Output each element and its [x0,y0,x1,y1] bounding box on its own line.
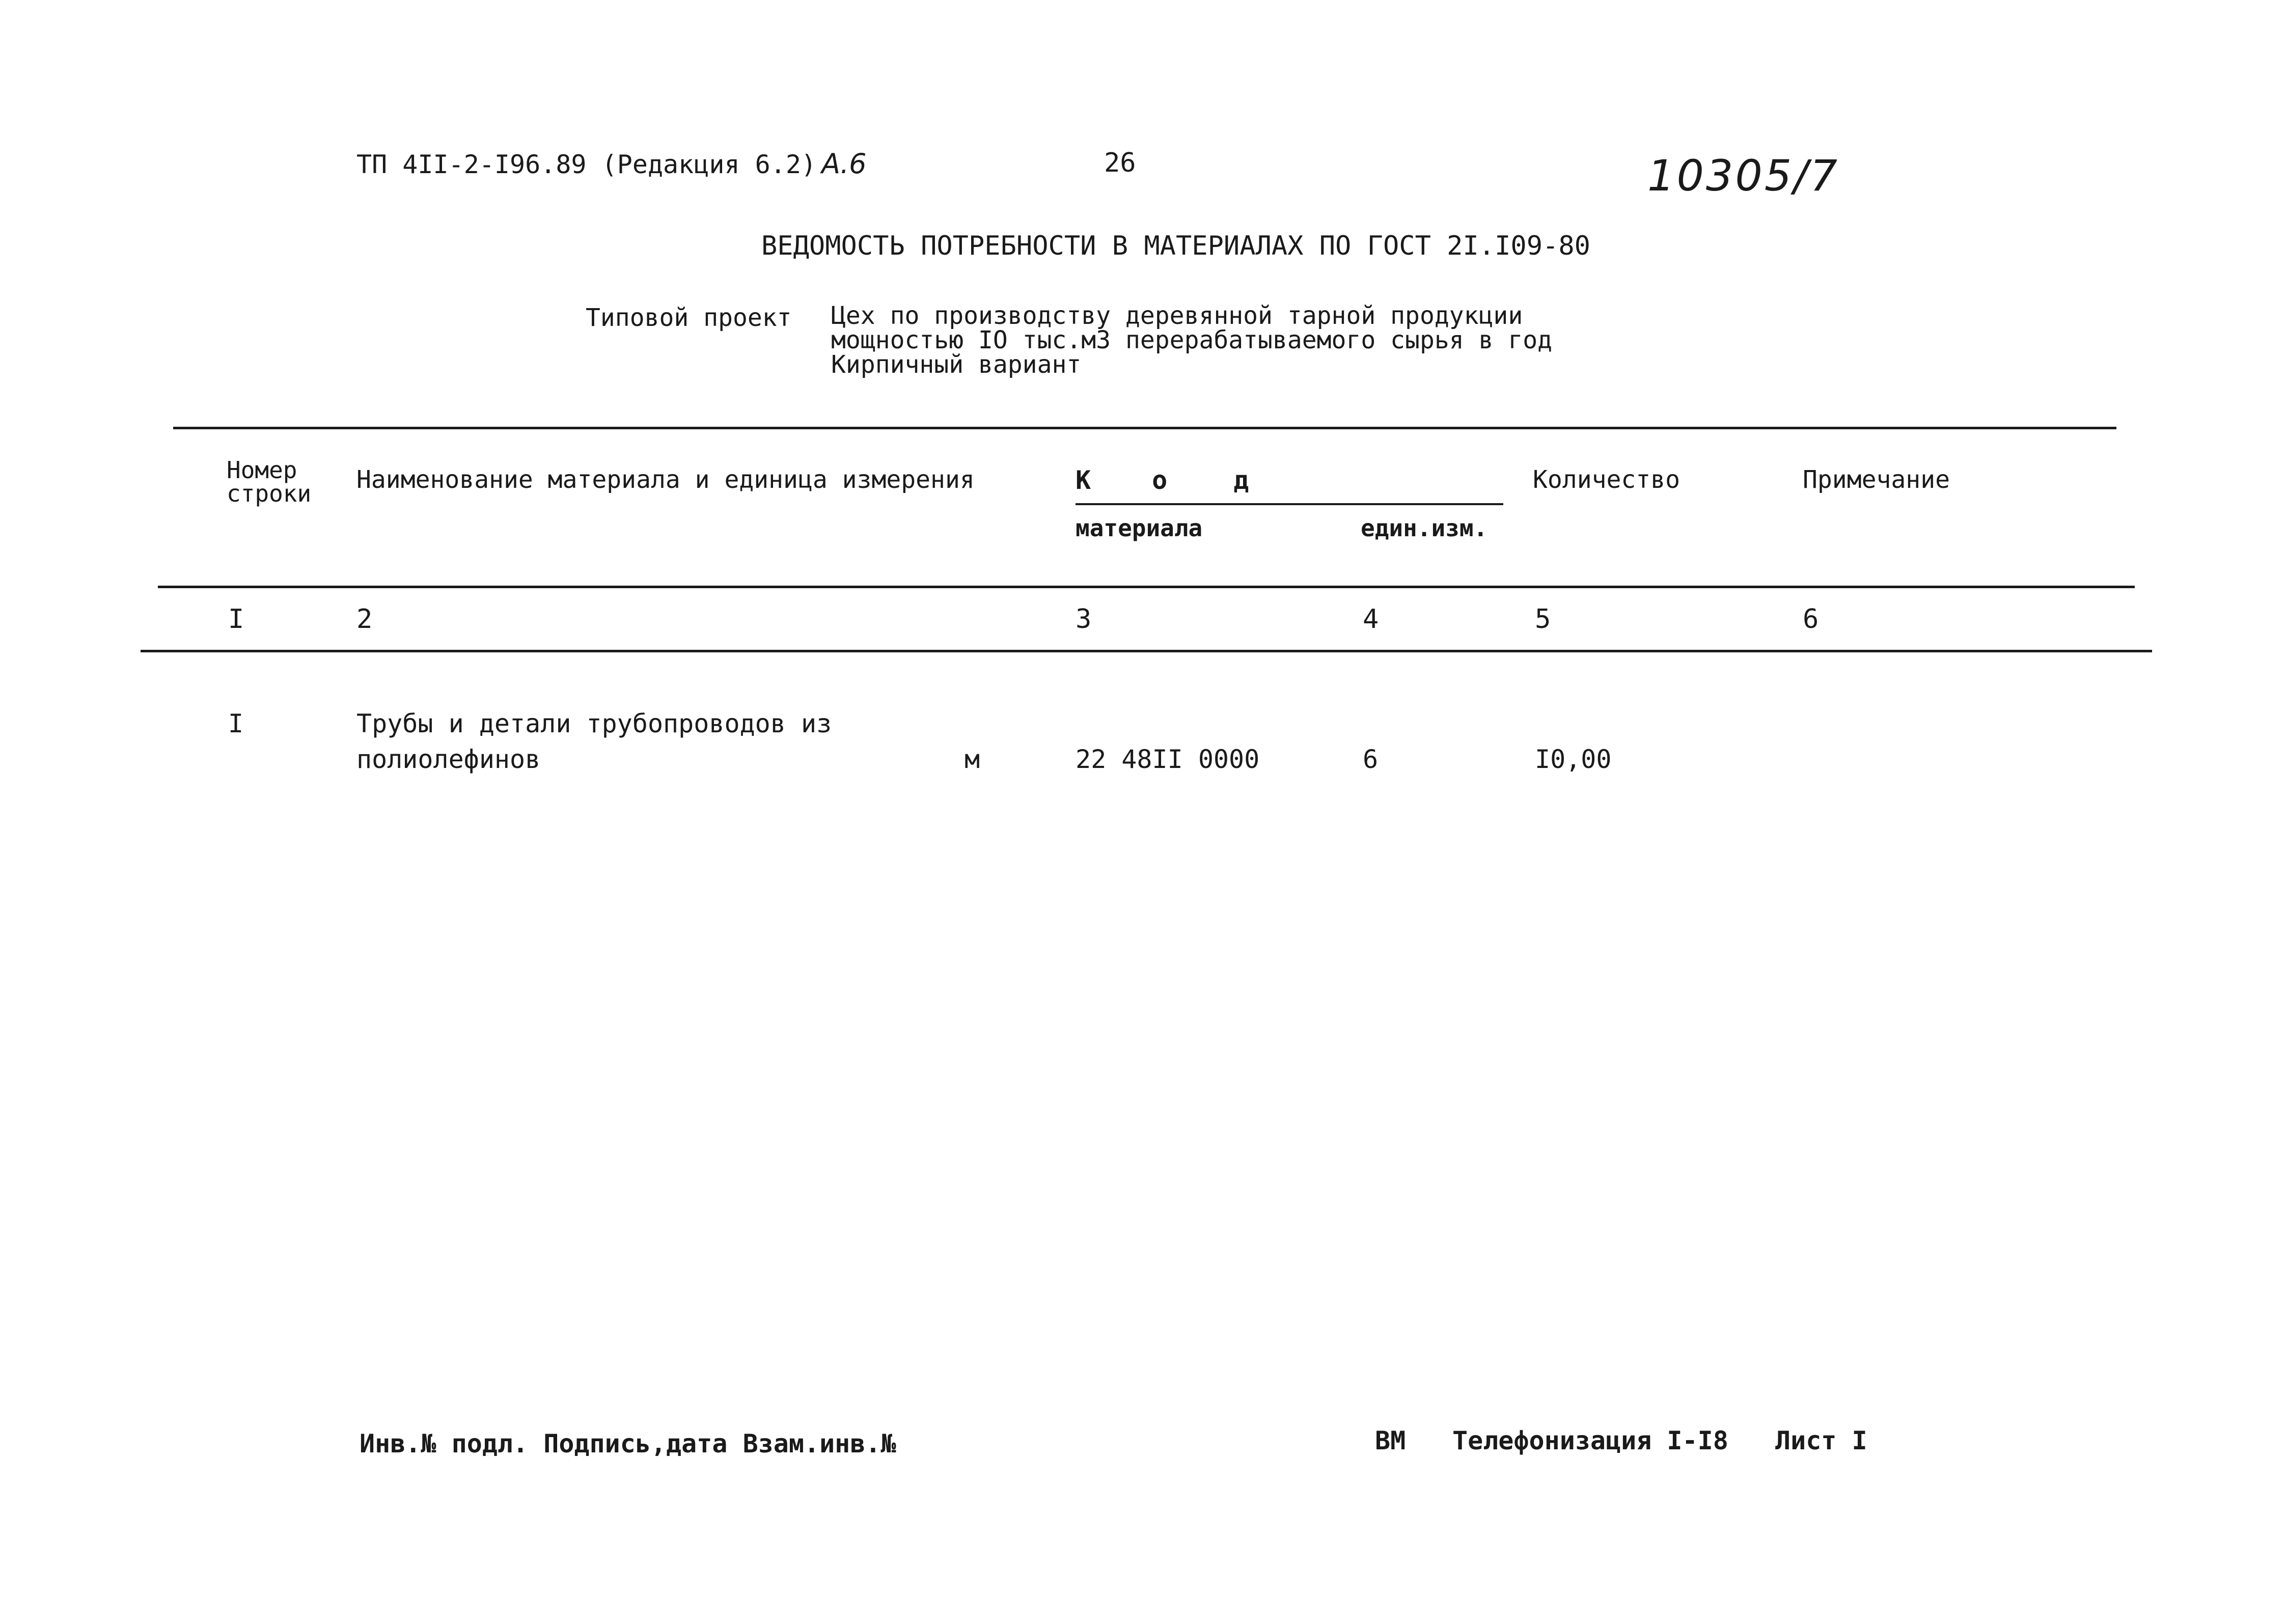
material-code: 22 48II 0000 [1076,745,1260,774]
unit-code: 6 [1363,745,1379,774]
column-number: 3 [1076,604,1092,635]
column-header-row-number [227,458,311,505]
footer-sheet: Лист I [1775,1426,1867,1455]
document-code [356,148,867,180]
document-code-handwritten: А.6 [821,148,867,180]
column-number: 6 [1803,604,1819,635]
project-label: Типовой проект [586,304,792,332]
column-header-unit-code: един.изм. [1361,514,1488,542]
code-header-underline [1076,503,1503,505]
project-line: Цех по производству деревянной тарной продукции [831,301,1523,330]
header-bottom-rule [158,586,2135,588]
document-code-text: ТП 4II-2-I96.89 (Редакция 6.2) [356,150,817,179]
sheet-title: ВЕДОМОСТЬ ПОТРЕБНОСТИ В МАТЕРИАЛАХ ПО ГОСТ 2I.I09-80 [761,231,1590,261]
column-header-code-letter: д [1233,465,1249,495]
column-number: 4 [1363,604,1379,635]
column-number: 5 [1535,604,1551,635]
project-line: мощностью IO тыс.м3 перерабатываемого сырья в год [831,326,1553,354]
column-header-name: Наименование материала и единица измерения [356,465,975,494]
project-line: Кирпичный вариант [831,350,1082,379]
column-number: 2 [356,604,373,635]
project-description [831,301,1553,379]
material-name-line: полиолефинов [356,745,541,774]
column-header-code-letter: о [1152,465,1168,495]
unit-of-measure: м [965,745,980,774]
column-header-code [1076,465,1249,495]
material-name-line: Трубы и детали трубопроводов из [356,709,832,738]
quantity: I0,00 [1535,745,1612,774]
footer-code: ВМ [1375,1426,1406,1455]
page-number: 26 [1104,148,1136,178]
column-number: I [228,604,244,635]
row-number: I [228,709,244,738]
column-header-row-number-line: строки [227,480,312,507]
column-header-note: Примечание [1803,465,1950,494]
column-header-material-code: материала [1076,514,1203,542]
column-header-row-number-line: Номер [227,456,297,484]
numbering-bottom-rule [141,650,2152,652]
footer-stamp-fields: Инв.№ подл. Подпись,дата Взам.инв.№ [360,1429,896,1458]
footer-section: Телефонизация I-I8 [1452,1426,1728,1455]
table-top-rule [173,427,2116,429]
archive-number-handwritten: 10305/7 [1647,151,1839,201]
column-header-quantity: Количество [1533,465,1680,494]
column-header-code-letter: К [1076,465,1091,495]
